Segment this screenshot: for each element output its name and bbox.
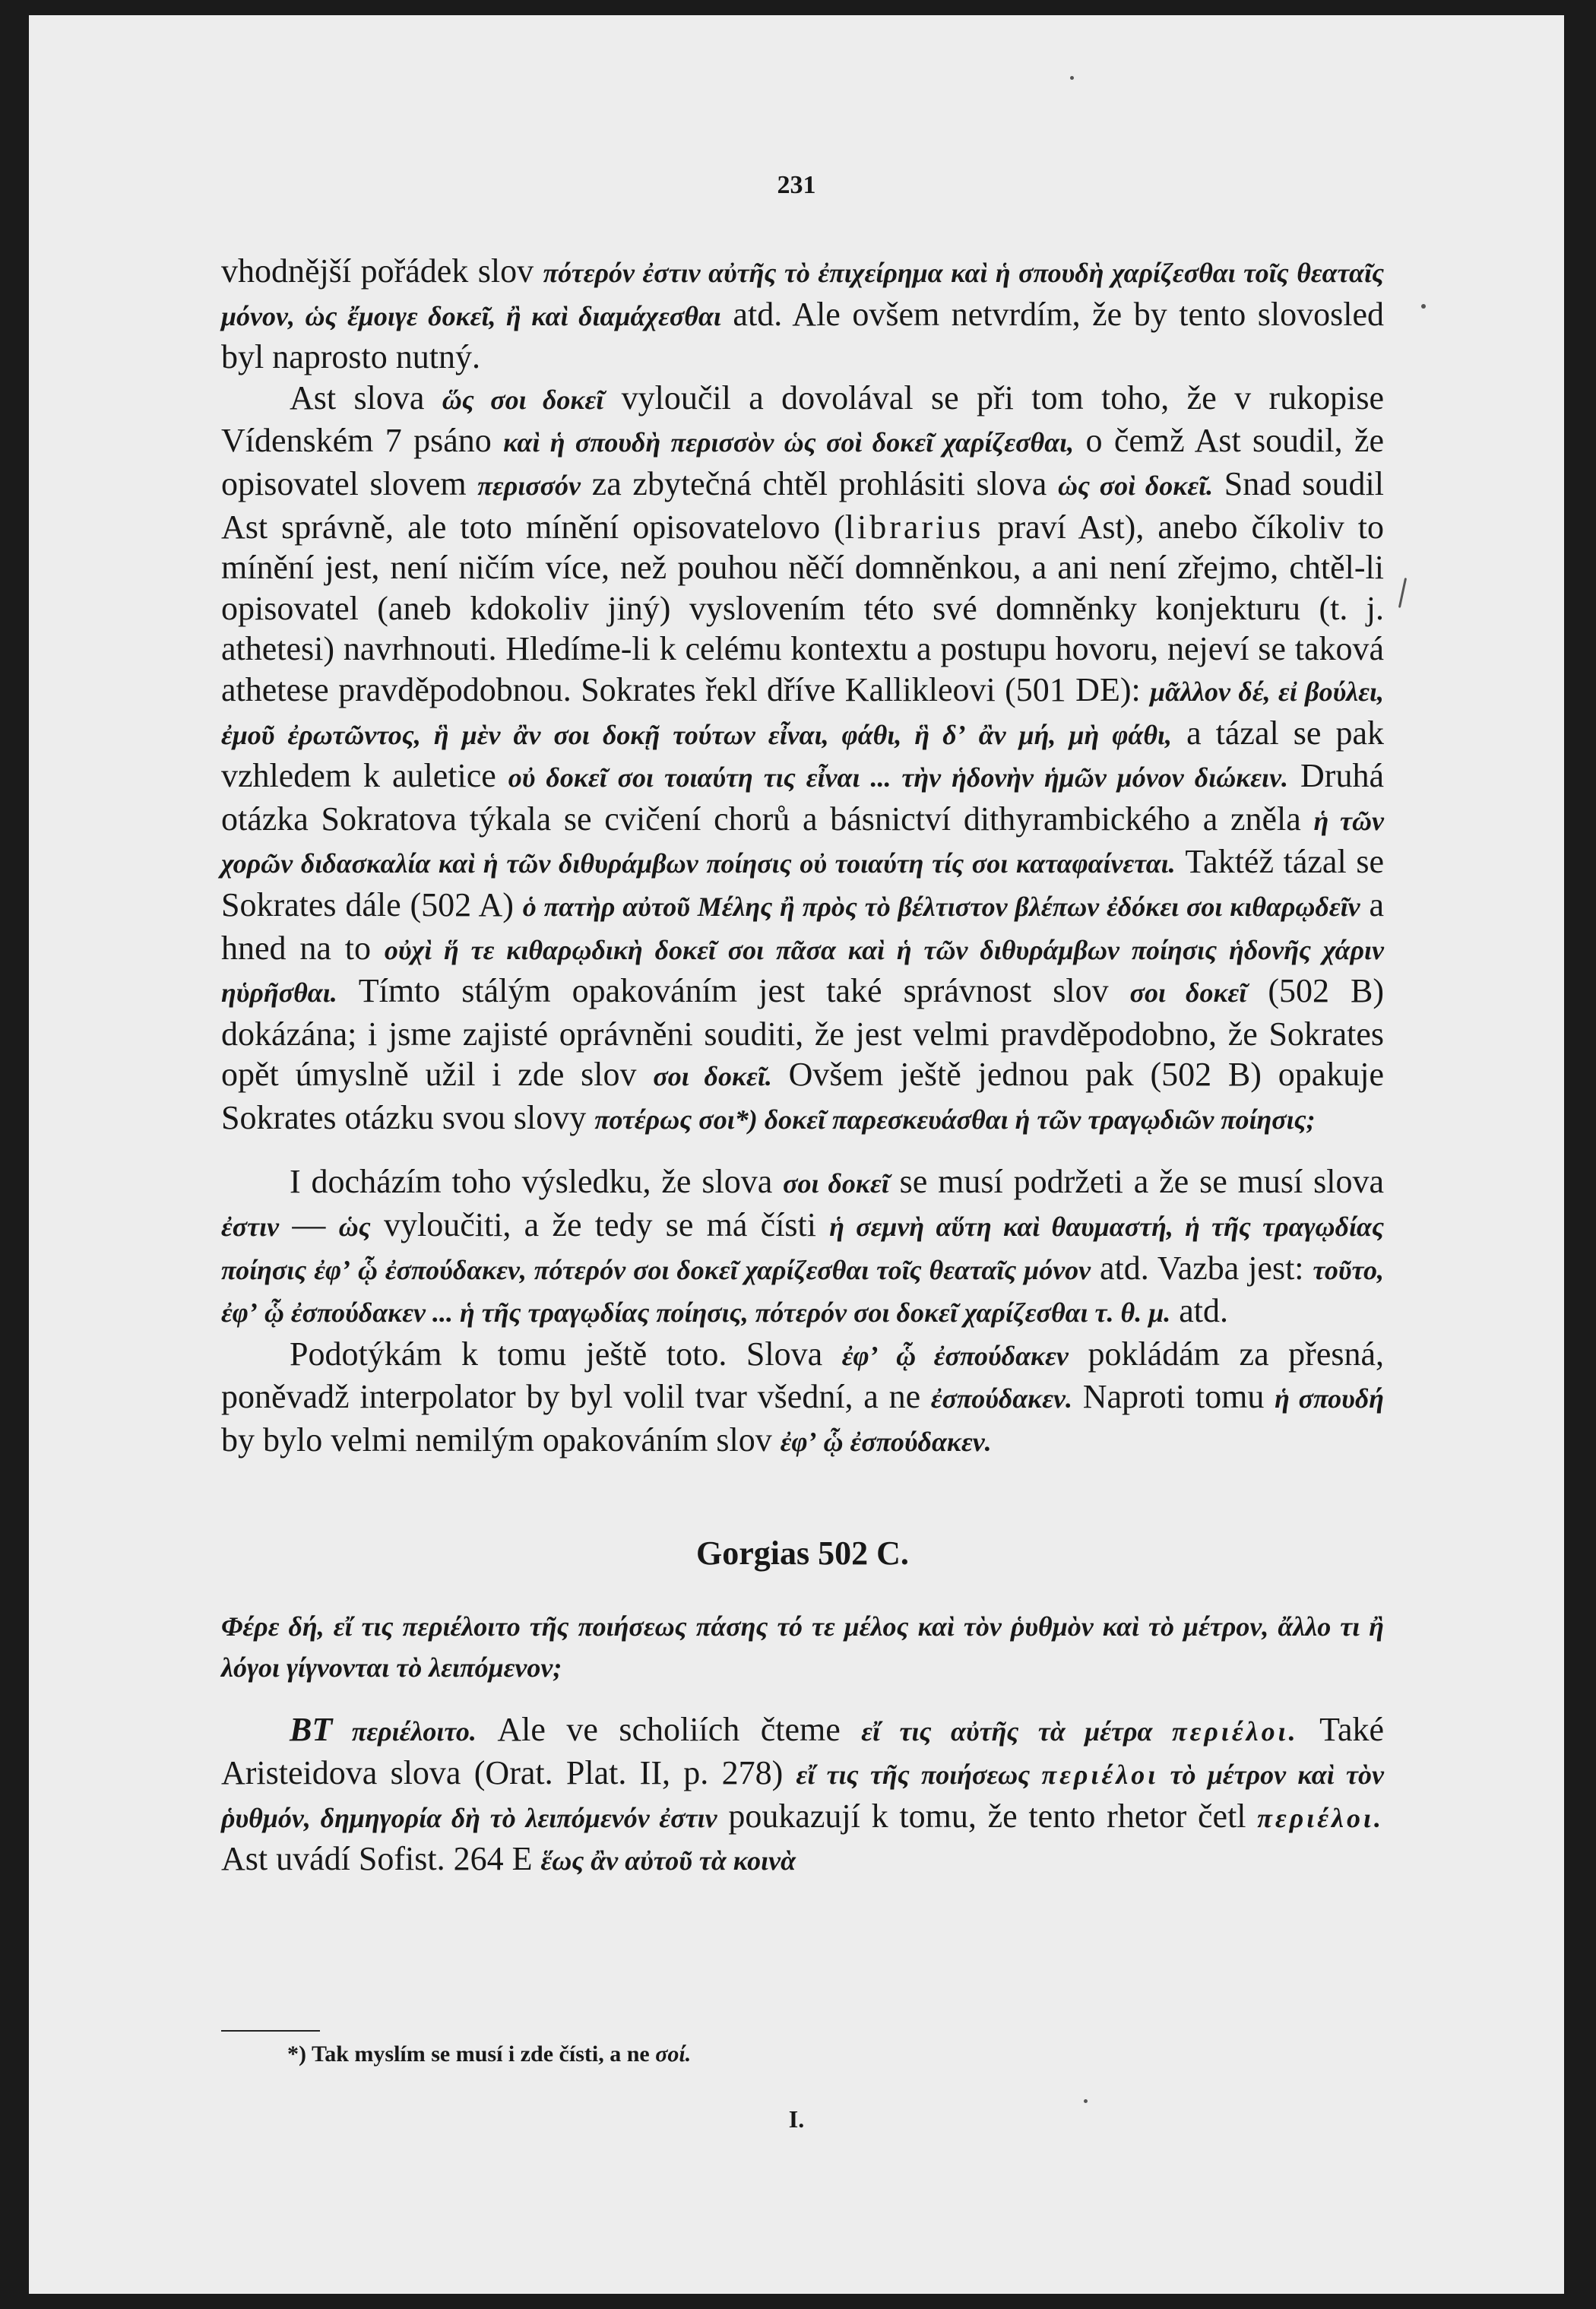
- greek-run: περισσόν: [477, 470, 581, 501]
- paragraph-5: [221, 1709, 1384, 1881]
- greek-run: ἡ σπουδή: [1275, 1383, 1385, 1414]
- greek-run: μᾶλλον δέ, εἰ βούλει, ἐμοῦ ἐρωτῶντος, ἣ μὲν ἂν σοι δοκῇ τούτων εἶναι, φάθι, ἣ δʼ ἂν μή, μὴ φάθι,: [221, 676, 1384, 750]
- text-run: atd. Vazba jest:: [1091, 1249, 1313, 1287]
- greek-spaced-run: περιέλοι.: [1171, 1716, 1299, 1747]
- greek-run: τοῦτο, ἐφʼ ᾧ ἐσπούδακεν ... ἡ τῆς τραγῳδίας ποίησις, πότερόν σοι δοκεῖ χαρίζεσθαι τ. θ. μ.: [221, 1254, 1384, 1329]
- greek-run: εἴ τις αὐτῆς τὰ μέτρα: [861, 1716, 1172, 1747]
- text-run: Ale ve scholiích čteme: [476, 1711, 862, 1749]
- greek-run: ὥς σοι δοκεῖ: [442, 384, 604, 415]
- printer-signature: I.: [788, 2105, 805, 2133]
- greek-run: τὸ μέτρον καὶ τὸν ῥυθμόν, δημηγορία δὴ τὸ λειπόμενόν ἐστιν: [221, 1759, 1384, 1833]
- text-run: atd. Ale ovšem netvrdím, že by tento slovosled byl naprosto nutný.: [221, 295, 1384, 376]
- greek-run: καὶ ἡ σπουδὴ περισσὸν ὡς σοὶ δοκεῖ χαρίζεσθαι,: [503, 427, 1075, 458]
- book-page: [29, 15, 1564, 2294]
- greek-run: ποτέρως σοι*) δοκεῖ παρεσκευάσθαι ἡ τῶν τραγῳδιῶν ποίησις;: [594, 1104, 1316, 1135]
- text-run: I docházím toho výsledku, že slova: [290, 1163, 784, 1201]
- footnote-text: Tak myslím se musí i zde čísti, a ne: [306, 2041, 656, 2067]
- page-body: [221, 251, 1384, 1882]
- greek-run: ἐφʼ ᾧ ἐσπούδακεν: [841, 1340, 1069, 1371]
- greek-run: ἐφʼ ᾧ ἐσπούδακεν.: [780, 1427, 992, 1458]
- greek-run: σοι δοκεῖ: [1129, 977, 1247, 1009]
- text-run: Podotýkám k tomu ještě toto. Slova: [290, 1335, 842, 1373]
- greek-run: ἕως ἂν αὐτοῦ τὰ κοινὰ: [540, 1845, 796, 1877]
- text-run: by bylo velmi nemilým opakováním slov: [221, 1421, 781, 1459]
- greek-spaced-run: περιέλοι: [1041, 1759, 1159, 1790]
- text-run: Naproti tomu: [1072, 1378, 1275, 1416]
- footnote-greek: σοί.: [655, 2041, 692, 2067]
- text-run: vhodnější pořádek slov: [221, 252, 543, 290]
- greek-run: ὁ πατὴρ αὐτοῦ Μέλης ἢ πρὸς τὸ βέλτιστον βλέπων ἐδόκει σοι κιθαρῳδεῖν: [522, 891, 1360, 922]
- text-run: za zbytečná chtěl prohlásiti slova: [581, 464, 1058, 502]
- paragraph-gap: [221, 1688, 1384, 1709]
- section-title: Gorgias 502 C.: [696, 1534, 909, 1572]
- manuscript-siglum: BT: [290, 1711, 333, 1749]
- greek-run: ὡς: [338, 1212, 371, 1243]
- margin-mark: [1398, 578, 1407, 608]
- footnote: [287, 2041, 691, 2067]
- greek-run: οὐ δοκεῖ σοι τοιαύτη τις εἶναι ... τὴν ἡδονὴν ἡμῶν μόνον διώκειν.: [508, 762, 1289, 793]
- text-run: Ovšem ještě jednou pak (502 B) opakuje Sokrates otázku svou slovy: [221, 1056, 1384, 1136]
- paragraph-gap: [221, 1140, 1384, 1161]
- greek-run: ἐστιν: [221, 1212, 280, 1243]
- text-run: a tázal se pak vzhledem k auletice: [221, 714, 1384, 795]
- scan-speck: [1084, 2099, 1088, 2103]
- greek-run: ἐσπούδακεν.: [930, 1383, 1072, 1414]
- greek-run: ἡ τῶν χορῶν διδασκαλία καὶ ἡ τῶν διθυράμβων ποίησις οὐ τοιαύτη τίς σοι καταφαίνεται.: [221, 805, 1384, 879]
- greek-run: σοι δοκεῖ: [783, 1168, 889, 1199]
- text-run: Také Aristeidova slova (Orat. Plat. II, p. 278): [221, 1711, 1385, 1791]
- text-run: Taktéž tázal se Sokrates dále (502 A): [221, 843, 1385, 923]
- scan-speck: [1421, 304, 1426, 309]
- text-run: vyloučiti, a že tedy se má čísti: [370, 1206, 830, 1244]
- page-number: 231: [777, 171, 816, 199]
- paragraph-4: [221, 1334, 1384, 1463]
- text-run: (502 B) dokázána; i jsme zajisté oprávněni souditi, že jest velmi pravděpodobno, že Sokrates opět úmyslně užil i zde slov: [221, 972, 1384, 1094]
- greek-run: ἡ σεμνὴ αὕτη καὶ θαυμαστή, ἡ τῆς τραγῳδίας ποίησις ἐφʼ ᾧ ἐσπούδακεν, πότερόν σοι δοκεῖ χαρίζεσθαι τοῖς θεαταῖς μόνον: [221, 1212, 1384, 1285]
- greek-run: πότερόν ἐστιν αὐτῆς τὸ ἐπιχείρημα καὶ ἡ σπουδὴ χαρίζεσθαι τοῖς θεαταῖς μόνον, ὡς ἔμοιγε δοκεῖ, ἢ καὶ διαμάχεσθαι: [221, 258, 1384, 331]
- paragraph-1: [221, 251, 1384, 378]
- greek-run: περιέλοιτο.: [332, 1716, 477, 1747]
- scan-speck: [1070, 76, 1074, 80]
- text-run: atd.: [1170, 1292, 1229, 1330]
- text-run: —: [279, 1206, 339, 1244]
- greek-run: ὡς σοὶ δοκεῖ.: [1058, 470, 1214, 501]
- greek-run: σοι δοκεῖ.: [653, 1061, 772, 1092]
- text-run: Druhá otázka Sokratova týkala se cvičení chorů a básnictví dithyrambického a zněla: [221, 757, 1384, 838]
- text-run: Snad soudil Ast správně, ale toto mínění opisovatelovo (: [221, 464, 1384, 546]
- text-run: se musí podržeti a že se musí slova: [888, 1163, 1385, 1201]
- text-run: praví Ast), anebo číkoliv to mínění jest, není ničím více, než pouhou něčí domněnkou, a ani není zřejmo, chtěl-li opisovatel (aneb kdokoliv jiný) vyslovením této své domněnky konjekturu (t. j. athetesi) navrhnouti. Hledíme-li k celému kontextu a postupu hovoru, nejeví se taková athetese pravděpodobnou. Sokrates řekl dříve Kallikleovi (501 DE):: [221, 508, 1384, 708]
- text-run: o čemž Ast soudil, že opisovatel slovem: [221, 422, 1385, 502]
- text-run: Ast slova: [290, 378, 442, 417]
- text-run: Tímto stálým opakováním jest také správnost slov: [337, 972, 1130, 1010]
- text-run: a hned na to: [221, 885, 1384, 967]
- paragraph-2: [221, 378, 1384, 1141]
- greek-spaced-run: περιέλοι.: [1257, 1802, 1385, 1833]
- greek-run: οὐχὶ ἥ τε κιθαρῳδικὴ δοκεῖ σοι πᾶσα καὶ ἡ τῶν διθυράμβων ποίησις ἡδονῆς χάριν ηὑρῆσθαι.: [221, 934, 1384, 1009]
- footnote-rule: [221, 2030, 320, 2032]
- text-run: Ast uvádí Sofist. 264 E: [221, 1840, 541, 1878]
- greek-quote: Φέρε δή, εἴ τις περιέλοιτο τῆς ποιήσεως πάσης τό τε μέλος καὶ τὸν ῥυθμὸν καὶ τὸ μέτρον, ἄλλο τι ἢ λόγοι γίγνονται τὸ λειπόμενον;: [221, 1611, 1384, 1683]
- text-run: vyloučil a dovolával se při tom toho, že v rukopise Vídenském 7 psáno: [221, 378, 1385, 460]
- paragraph-3: [221, 1161, 1384, 1333]
- text-run: pokládám za přesná, poněvadž interpolator by byl volil tvar všední, a ne: [221, 1335, 1385, 1416]
- greek-run: εἴ τις τῆς ποιήσεως: [796, 1759, 1042, 1790]
- footnote-mark: *): [287, 2041, 306, 2067]
- text-run: poukazují k tomu, že tento rhetor četl: [717, 1797, 1258, 1835]
- spaced-text-run: librarius: [844, 508, 984, 546]
